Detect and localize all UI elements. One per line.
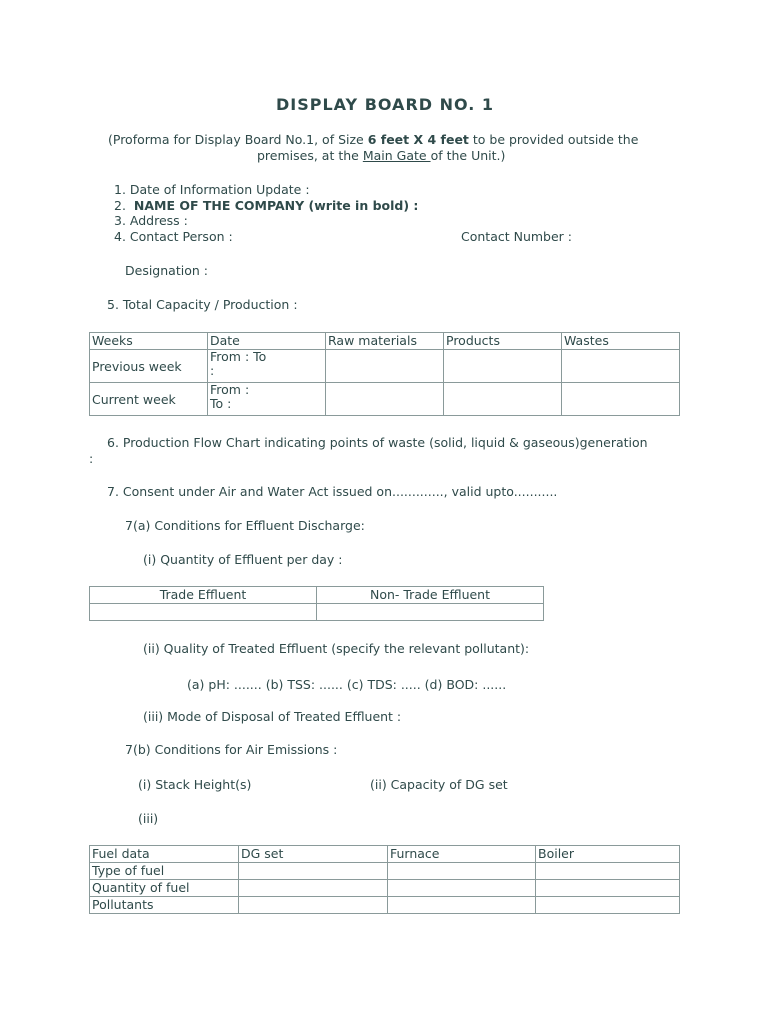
previous-week-date [208, 350, 326, 383]
item-1: 1. Date of Information Update : [114, 182, 310, 197]
current-week-label: Current week [90, 383, 208, 416]
date-header: Date [208, 333, 326, 350]
table-cell [444, 350, 562, 383]
effluent-table [89, 586, 544, 621]
date-to: To : [210, 396, 232, 411]
table-cell [388, 897, 536, 914]
fuel-data-header: Fuel data [90, 846, 239, 863]
fuel-row-label: Quantity of fuel [90, 880, 239, 897]
item-3: 3. Address : [114, 213, 188, 228]
item-7a: 7(a) Conditions for Effluent Discharge: [125, 518, 365, 533]
item-7b-i: (i) Stack Height(s) [138, 777, 252, 792]
item-5: 5. Total Capacity / Production : [107, 297, 298, 312]
table-cell [326, 383, 444, 416]
item-2 [114, 198, 418, 213]
main-gate-text: Main Gate [362, 148, 431, 163]
date-from: From : [210, 382, 250, 397]
products-header: Products [444, 333, 562, 350]
item-7b-ii: (ii) Capacity of DG set [370, 777, 508, 792]
fuel-row-label: Type of fuel [90, 863, 239, 880]
table-cell [239, 863, 388, 880]
proforma-text: to be provided outside the [468, 132, 639, 147]
dg-set-header: DG set [239, 846, 388, 863]
page-title: DISPLAY BOARD NO. 1 [276, 95, 495, 114]
weeks-header: Weeks [90, 333, 208, 350]
item-7: 7. Consent under Air and Water Act issued on............., valid upto........... [107, 484, 558, 499]
table-cell [536, 897, 680, 914]
item-7a-i: (i) Quantity of Effluent per day : [143, 552, 343, 567]
table-cell [562, 383, 680, 416]
table-cell [536, 880, 680, 897]
item-2-number: 2. [114, 198, 126, 213]
item-4: 4. Contact Person : [114, 229, 233, 244]
table-cell [239, 880, 388, 897]
table-cell [562, 350, 680, 383]
item-7a-iii: (iii) Mode of Disposal of Treated Effluent : [143, 709, 402, 724]
table-cell [536, 863, 680, 880]
item-6-colon: : [89, 451, 94, 466]
table-cell [388, 880, 536, 897]
item-2-label: NAME OF THE COMPANY (write in bold) : [133, 198, 419, 213]
table-cell [326, 350, 444, 383]
weeks-table [89, 332, 680, 416]
date-colon: : [210, 363, 215, 378]
proforma-line-1 [108, 132, 638, 147]
designation-label: Designation : [125, 263, 208, 278]
effluent-parameters: (a) pH: ....... (b) TSS: ...... (c) TDS: ..... (d) BOD: ...... [187, 677, 507, 692]
trade-effluent-header: Trade Effluent [90, 587, 317, 604]
proforma-line-2 [257, 148, 505, 163]
fuel-row-label: Pollutants [90, 897, 239, 914]
previous-week-label: Previous week [90, 350, 208, 383]
raw-materials-header: Raw materials [326, 333, 444, 350]
item-7b-iii: (iii) [138, 811, 159, 826]
proforma-text: premises, at the [257, 148, 363, 163]
current-week-date [208, 383, 326, 416]
proforma-text: (Proforma for Display Board No.1, of Size [108, 132, 368, 147]
non-trade-effluent-header: Non- Trade Effluent [317, 587, 544, 604]
wastes-header: Wastes [562, 333, 680, 350]
table-cell [388, 863, 536, 880]
boiler-header: Boiler [536, 846, 680, 863]
contact-number-label: Contact Number : [461, 229, 573, 244]
date-from-to: From : To [210, 349, 267, 364]
furnace-header: Furnace [388, 846, 536, 863]
table-cell [317, 604, 544, 621]
proforma-size: 6 feet X 4 feet [367, 132, 469, 147]
fuel-table [89, 845, 680, 914]
table-cell [90, 604, 317, 621]
table-cell [444, 383, 562, 416]
item-6: 6. Production Flow Chart indicating points of waste (solid, liquid & gaseous)generation [107, 435, 648, 450]
item-7a-ii: (ii) Quality of Treated Effluent (specify the relevant pollutant): [143, 641, 530, 656]
table-cell [239, 897, 388, 914]
item-7b: 7(b) Conditions for Air Emissions : [125, 742, 338, 757]
proforma-text: of the Unit.) [430, 148, 506, 163]
